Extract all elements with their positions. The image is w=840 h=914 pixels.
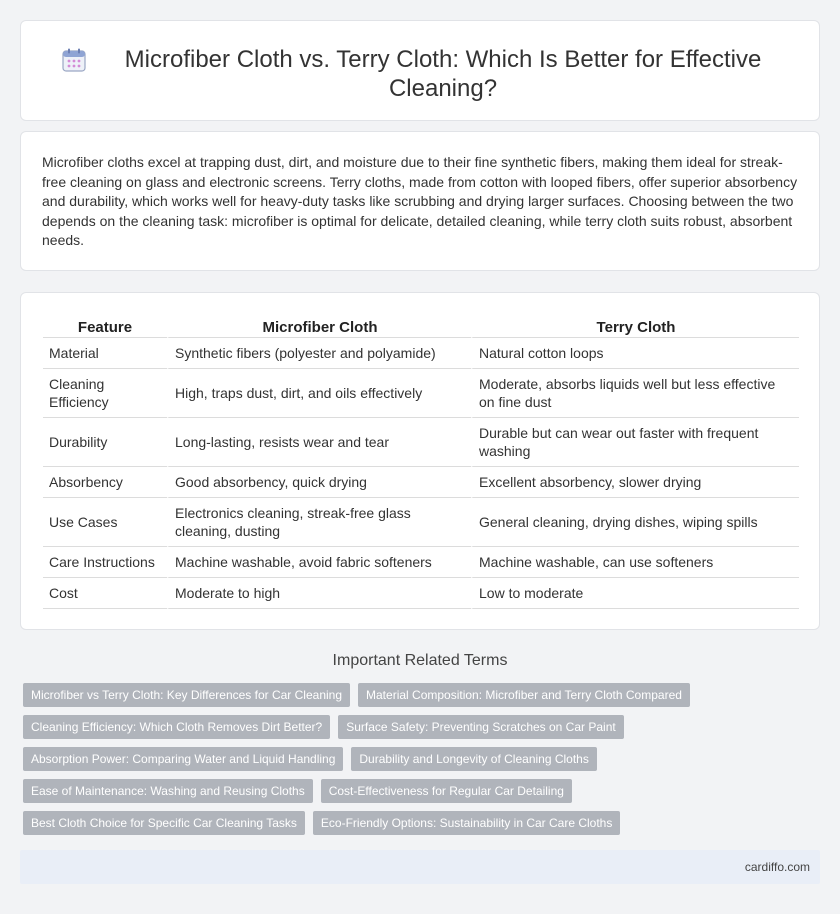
intro-card: [20, 131, 820, 271]
table-cell: Long-lasting, resists wear and tear: [167, 418, 471, 467]
table-cell: Natural cotton loops: [471, 338, 799, 369]
table-row: [43, 547, 799, 578]
table-cell: Low to moderate: [471, 578, 799, 609]
tag-row: [23, 779, 823, 803]
page-title: Microfiber Cloth vs. Terry Cloth: Which Is Better for Effective Cleaning?: [124, 46, 762, 102]
table-cell: Durability: [43, 418, 167, 467]
related-term-tag[interactable]: Cost-Effectiveness for Regular Car Detailing: [321, 779, 572, 803]
column-header-microfiber: Microfiber Cloth: [167, 315, 471, 338]
table-cell: Care Instructions: [43, 547, 167, 578]
tag-row: [23, 811, 823, 835]
table-cell: Machine washable, can use softeners: [471, 547, 799, 578]
tag-row: [23, 715, 823, 739]
table-cell: Machine washable, avoid fabric softeners: [167, 547, 471, 578]
related-term-tag[interactable]: Best Cloth Choice for Specific Car Cleaning Tasks: [23, 811, 305, 835]
table-cell: Cleaning Efficiency: [43, 369, 167, 418]
related-term-tag[interactable]: Ease of Maintenance: Washing and Reusing Cloths: [23, 779, 313, 803]
table-cell: Moderate to high: [167, 578, 471, 609]
table-header-row: [43, 315, 799, 338]
table-cell: High, traps dust, dirt, and oils effectively: [167, 369, 471, 418]
related-term-tag[interactable]: Absorption Power: Comparing Water and Liquid Handling: [23, 747, 343, 771]
comparison-table-card: [20, 292, 820, 630]
related-term-tag[interactable]: Eco-Friendly Options: Sustainability in Car Care Cloths: [313, 811, 620, 835]
table-cell: Durable but can wear out faster with frequent washing: [471, 418, 799, 467]
related-terms-list: [23, 683, 823, 843]
column-header-terry: Terry Cloth: [471, 315, 799, 338]
comparison-table: [43, 315, 799, 609]
calendar-icon: [61, 47, 87, 73]
table-row: [43, 467, 799, 498]
table-row: [43, 578, 799, 609]
related-term-tag[interactable]: Material Composition: Microfiber and Terry Cloth Compared: [358, 683, 690, 707]
related-terms-heading: Important Related Terms: [332, 652, 508, 669]
table-cell: Synthetic fibers (polyester and polyamide): [167, 338, 471, 369]
header-card: [20, 20, 820, 121]
table-row: [43, 338, 799, 369]
table-row: [43, 498, 799, 547]
table-cell: Good absorbency, quick drying: [167, 467, 471, 498]
tag-row: [23, 747, 823, 771]
table-cell: Excellent absorbency, slower drying: [471, 467, 799, 498]
column-header-feature: Feature: [43, 315, 167, 338]
intro-paragraph: Microfiber cloths excel at trapping dust, dirt, and moisture due to their fine synthetic fibers, making them ideal for streak-free cleaning on glass and electronic screens. Terry cloths, made from cotton with looped fibers, offer superior absorbency and durability, which works well for heavy-duty tasks like scrubbing and drying larger surfaces. Choosing between the two depends on the cleaning task: microfiber is optimal for delicate, detailed cleaning, while terry cloth suits robust, absorbent needs.: [42, 154, 798, 248]
table-cell: Material: [43, 338, 167, 369]
footer: [20, 850, 820, 884]
table-cell: Use Cases: [43, 498, 167, 547]
related-term-tag[interactable]: Durability and Longevity of Cleaning Cloths: [351, 747, 596, 771]
table-cell: Electronics cleaning, streak-free glass cleaning, dusting: [167, 498, 471, 547]
related-term-tag[interactable]: Microfiber vs Terry Cloth: Key Differences for Car Cleaning: [23, 683, 350, 707]
related-term-tag[interactable]: Surface Safety: Preventing Scratches on Car Paint: [338, 715, 623, 739]
related-term-tag[interactable]: Cleaning Efficiency: Which Cloth Removes Dirt Better?: [23, 715, 330, 739]
table-cell: Cost: [43, 578, 167, 609]
table-cell: Moderate, absorbs liquids well but less effective on fine dust: [471, 369, 799, 418]
table-row: [43, 418, 799, 467]
table-row: [43, 369, 799, 418]
table-cell: General cleaning, drying dishes, wiping spills: [471, 498, 799, 547]
tag-row: [23, 683, 823, 707]
table-cell: Absorbency: [43, 467, 167, 498]
footer-site-link[interactable]: cardiffo.com: [744, 860, 810, 874]
